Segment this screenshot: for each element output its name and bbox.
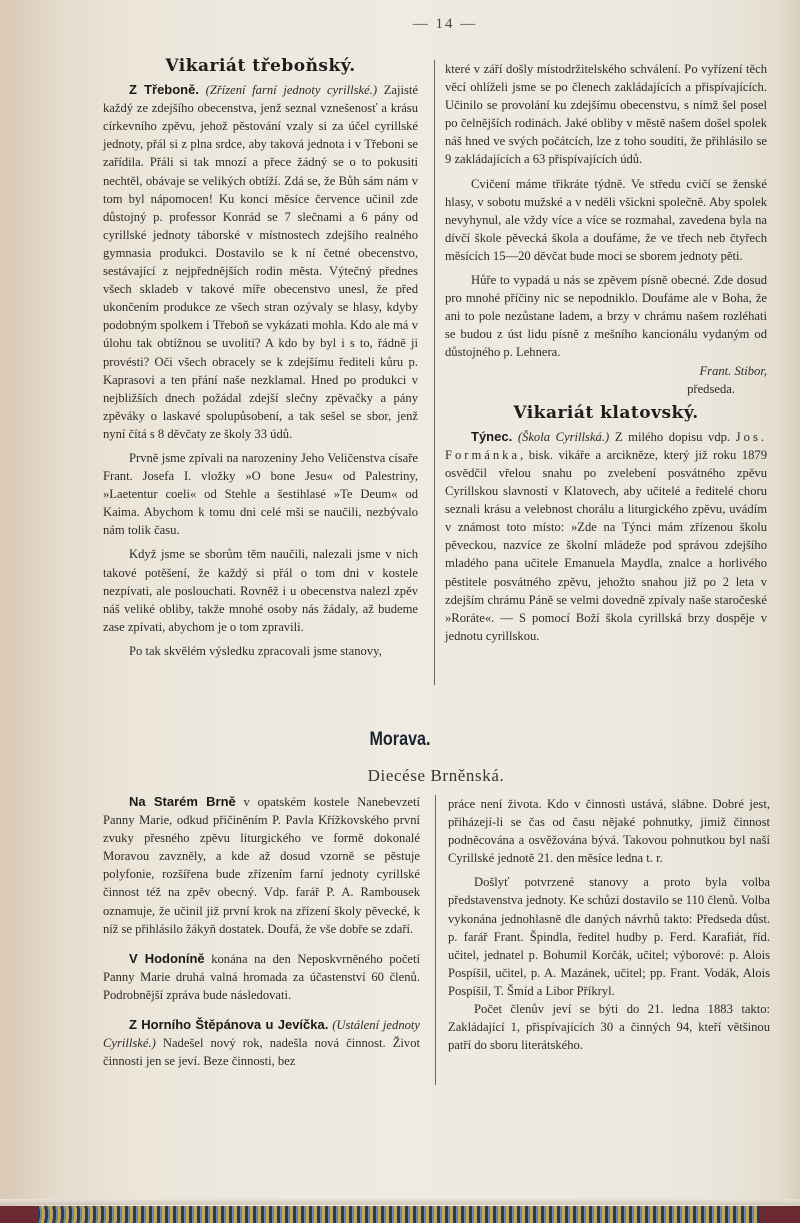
- column-top-left: [103, 57, 418, 660]
- diocese-heading: Diecése Brněnská.: [367, 766, 505, 785]
- paragraph-horni-stepanov: [103, 1016, 420, 1070]
- paragraph-text: konána na den Neposkvrněného početí Panny Marie druhá valná hromada za účastenství 60 členů. Podrobnější zpráva bude následovati.: [103, 951, 420, 1002]
- section-heading-trebon: Vikariát třeboňský.: [165, 56, 356, 76]
- paragraph-stepanov-2: práce není života. Kdo v činnosti ustává, slábne. Dobré jest, přiházejí-li se čas od času nějaké pohnutky, jimiž činnost podněcována a osvěžována bývá. Takovou pohnutkou byl naší Cyrillské jednotě 21. den měsíce ledna t. r.: [448, 797, 770, 866]
- paragraph-stare-brno: [103, 793, 420, 938]
- signature-role: předseda.: [687, 381, 735, 396]
- marbled-binding: [0, 1206, 800, 1223]
- lead-place: Na Starém Brně: [129, 794, 236, 809]
- paragraph-trebon-1: [103, 81, 418, 443]
- paragraph-text: Z milého dopisu vdp.: [614, 429, 731, 444]
- lead-place: V Hodoníně: [129, 950, 205, 966]
- paragraph-stepanov-3: Došlyť potvrzené stanovy a proto byla volba představenstva jednoty. Ke schůzi dostavilo se 110 členů. Volba vykonána jednohlasně dle daných návrhů takto: Předseda důst. p. farář Frant. Špindla, ředitel hudby p. Ferd. Karafiát, říd. učitel, jednatel p. Bohumil Korčák, učitel; výborové: p. Alois Pospíšil, učitel, p. A. Mazánek, učitel; pp. Frant. Vodák, Alois Pospíšil, T. Šmíd a Libor Příkryl.: [448, 875, 770, 998]
- lead-place: Z Třeboně.: [129, 82, 199, 98]
- paragraph-stepanov-4: Počet členův jeví se býti do 21. ledna 1883 takto: Zakládající 1, přispívajících 30 a činných 94, kteří většinou patří do sboru literátského.: [448, 1002, 770, 1053]
- binding-corner-left: [0, 1206, 38, 1223]
- subheading: (Škola Cyrillská.): [517, 429, 610, 444]
- paragraph-trebon-7: Hůře to vypadá u nás se zpěvem písně obecné. Zde dosud pro mnohé příčiny nic se nepodniklo. Doufáme ale v Boha, že ani to pole nezůstane ladem, a brzy v chrámu našem rozléhati se budou z úst lidu písně z mešního kancionálu vydaným od důstojného p. Lehnera.: [445, 273, 767, 360]
- person-name: Jos. Formánka: [445, 429, 767, 462]
- paragraph-trebon-3: Když jsme se sborům těm naučili, nalezali jsme v nich takové potěšení, že každý si přál o tom dni v kostele nezpívati, ale poslouchati. Rovněž i u obecenstva nalezl zpěv náš veliké obliby, takže mnohé osoby nás žádaly, až budeme zase zpívati, abychom je o tom zpravili.: [103, 547, 418, 634]
- region-heading: Morava.: [369, 729, 431, 750]
- column-divider: [434, 60, 435, 685]
- paragraph-text: v opatském kostele Nanebevzetí Panny Marie, odkud přičiněním P. Pavla Křížkovského první zvuky přesného zpěvu liturgického ve formě dokonalé Moravou zavzněly, a kde až dosud vzorně se pěstuje polyfonie, rozšířena bude zřízením farní jednoty cyrillské činnost též na zpěv obecný. Vdp. farář P. A. Rambousek oznamuje, že učinil již první krok na zřízení školy pěvecké, k níž se přihlásilo žákyň dostatek. Doufá, že vše dobře se zdaří.: [103, 795, 420, 936]
- paragraph-text: , bisk. vikáře a arcikněze, který již roku 1879 osvědčil vřelou snahu po zvelebení posvátného zpěvu Cyrillskou slavností v Klatovech, aby učitelé a ředitelé choru seznali krásu a velebnost chorálu a liturgického zpěvu, uvádím v známost toto místo: »Zde na Týnci mám zřízenou školu pěveckou, nazvíce ze školní mládeže pod správou zdejšího mladého pana učitele Emanuela Maydla, znalce a horlivého pěstitele posvátného zpěvu, jehožto snahou již po 2 leta v zdejším chrámu Páně se velmi dovedně zpívaly naše staročeské »Roráte«. — S pomocí Boží škola cyrillská brzy dospěje v jednotu cyrillskou.: [445, 447, 767, 643]
- subheading: (Zřízení farní jednoty cyrillské.): [205, 83, 378, 98]
- paragraph-trebon-6: Cvičení máme třikráte týdně. Ve středu cvičí se ženské hlasy, v sobotu mužské a v neděli všickni společně. Aby spolek nevyhynul, ale vždy více a více se rozmahal, zavedena byla na dívčí škole pěvecká škola a doufáme, že ve třech neb čtyřech měsících 15—20 děvčat bude moci se sborem jednoty pěti.: [445, 176, 767, 263]
- paragraph-text: Zajisté každý ze zdejšího obecenstva, jenž seznal vznešenosť a krásu církevního zpěvu, jehož pěstování vzaly si za účel cyrillské jednoty, přál si z plna srdce, aby taková jednota i v Třeboni se zařídila. Přáli si tak mnozí a přece žádný se o to pokusiti nechtěl, obávaje se velikých obtíží. Zdá se, že Bůh sám nám v tom byl nápomocen! Ku konci měsíce července učinil zde důstojný p. professor Konrád se 7 slečnami a 6 pány od cyrillské jednoty táborské v místnostech zdejšího realného gymnasia produkci. Dostavilo se k ní četné obecenstvo, sestávající z nejpřednějších rodin města. Výtečný přednes všech skladeb v takové míře obecenstvo unesl, že před ukončením produkce ze všech stran ozývaly se hlasy, kdyby podobným spolkem i Třeboň se vykázati mohla. Kdo ale má v úlohu tak obtížnou se uvoliti? A kdo by byl i s to, řádně ji provésti? Oči všech obracely se k zdejšímu řediteli kůru p. Kaprasovi a ten přání naše nezklamal. Hned po produkci v nejbližších dnech požádal zdejší slečny zpěvačky a pány zpěváky o laskavé spolupůsobení, a tak sešel se sbor, jenž nyní čítá s 8 děvčaty ze školy 33 údů.: [103, 83, 419, 441]
- subheading: (Ustálení jednoty Cyrillské.): [103, 1018, 420, 1051]
- lead-place: Z Horního Štěpánova u Jevíčka.: [129, 1017, 329, 1033]
- signature: [445, 362, 767, 398]
- column-bottom-right: [448, 795, 770, 1054]
- section-heading-klatovy: Vikariát klatovský.: [513, 402, 699, 423]
- paragraph-hodonin: [103, 950, 420, 1004]
- column-top-right: [445, 60, 767, 645]
- column-divider: [435, 795, 436, 1085]
- binding-corner-right: [760, 1206, 800, 1223]
- paragraph-trebon-4: Po tak skvělém výsledku zpracovali jsme stanovy,: [129, 643, 382, 658]
- paragraph-tynec: [445, 428, 767, 645]
- paragraph-trebon-5: které v září došly místodržitelského schválení. Po vyřízení těch věcí ohlíželi jsme se po členech zakládajících a přispívajících. Učinilo se provolání ku zdejšímu obecenstvu, s nímž šel posel po čelnějších rodinách. Jaké obliby v městě našem došel spolek náš hned ve svých počátcích, lze z toho souditi, že přihlásilo se 9 zakládajících a 63 přispívajících údů.: [445, 62, 767, 167]
- paragraph-trebon-2: Prvně jsme zpívali na narozeniny Jeho Veličenstva císaře Frant. Josefa I. vložky »O bone Jesu« od Palestriny, »Laetentur coeli« od Stehle a šestihlasé »Te Deum« od Kaima. Abychom k tomu dni celé mši se naučili, nezbývalo nám tolik času.: [103, 450, 418, 538]
- paragraph-text: Nadešel nový rok, nadešla nová činnost. Život činnosti jen se jeví. Beze činnosti, bez: [103, 1036, 420, 1069]
- lead-place: Týnec.: [471, 428, 513, 444]
- page-number: — 14 —: [412, 16, 478, 32]
- signature-name: Frant. Stibor,: [699, 363, 767, 378]
- column-bottom-left: [103, 793, 420, 1070]
- page-edge: [0, 1199, 800, 1205]
